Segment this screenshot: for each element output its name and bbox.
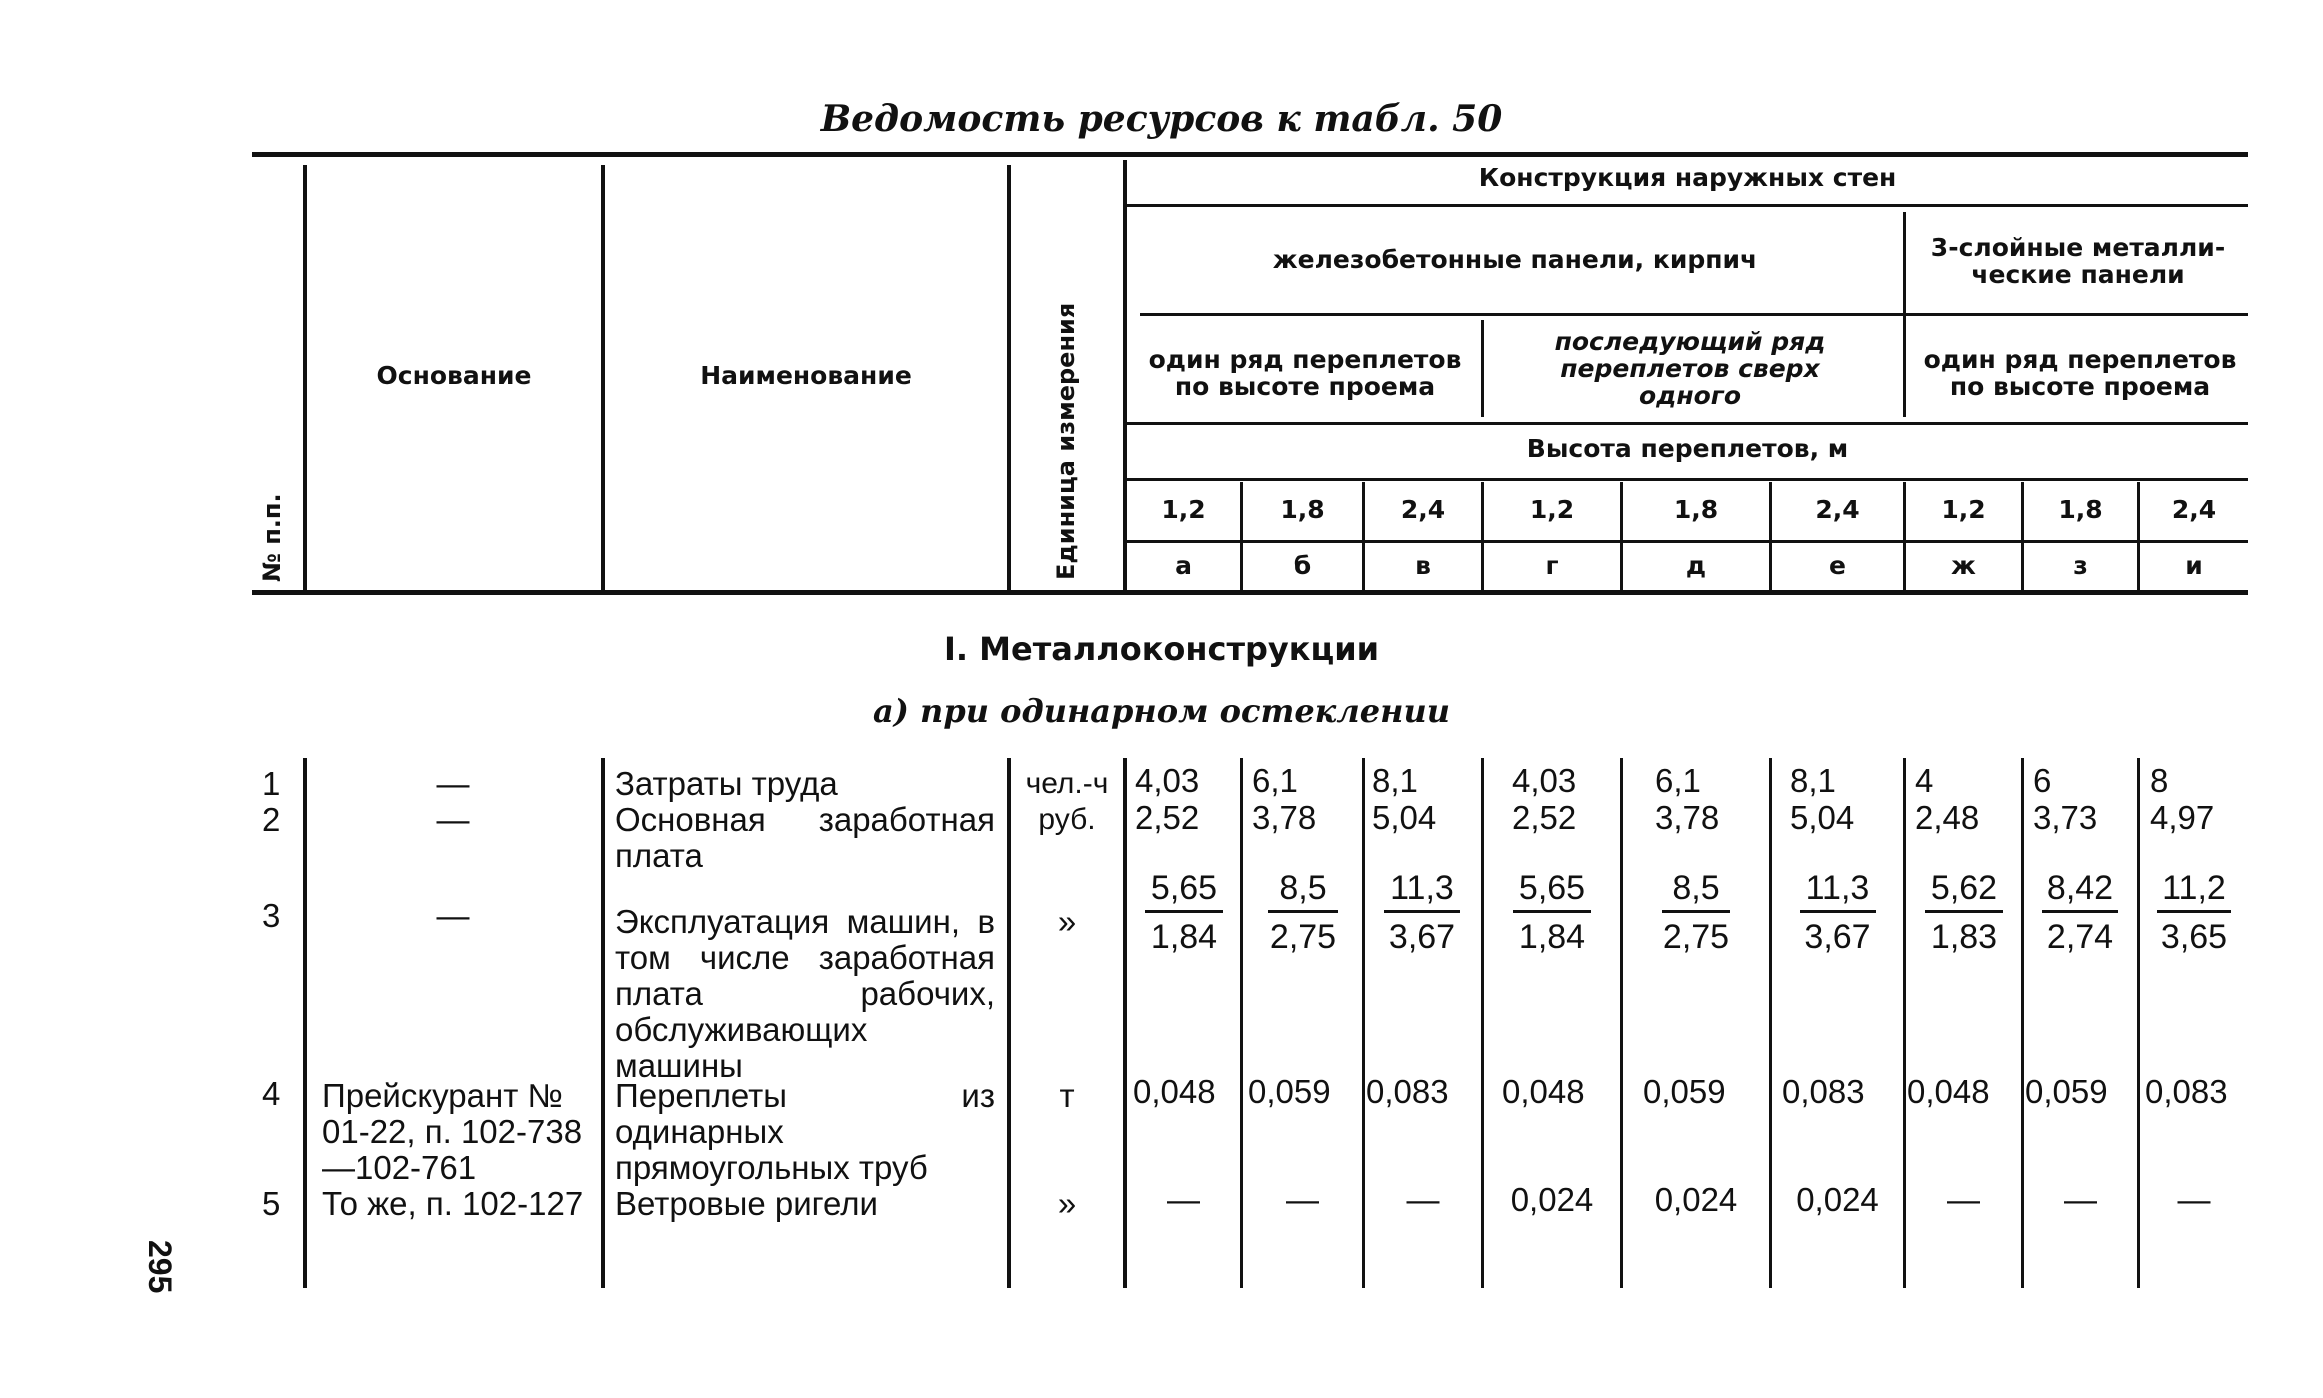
row-number: 3: [262, 897, 281, 934]
header-divider: [1481, 320, 1484, 417]
height-label: Высота переплетов, м: [1526, 434, 1849, 463]
row-value: 0,048: [1502, 1073, 1585, 1110]
header-divider: [1903, 212, 1906, 417]
row-value: 6,1: [1655, 762, 1701, 799]
column-letter: е: [1829, 551, 1846, 580]
column-letter: д: [1685, 551, 1707, 580]
page-number: 295: [142, 1240, 178, 1294]
fraction-bar: [1800, 910, 1876, 913]
row-value: 2,48: [1915, 799, 1980, 836]
row-value: —: [1406, 1181, 1440, 1218]
row-value: 6: [2033, 762, 2052, 799]
height-value: 2,4: [2171, 495, 2217, 524]
row-unit: »: [1057, 1185, 1077, 1222]
row-value: 4,03: [1135, 762, 1200, 799]
height-value: 1,8: [2058, 495, 2103, 524]
row-value: 0,083: [1366, 1073, 1449, 1110]
column-letter: г: [1545, 551, 1559, 580]
row-value: 5,04: [1790, 799, 1855, 836]
fraction-cell: [1487, 868, 1617, 957]
row-name: Эксплуатация машин, в том числе заработная плата рабочих, обслуживающих машины: [615, 903, 995, 1084]
sub-next-row-header: последующий ряд переплетов сверх одного: [1554, 327, 1826, 410]
sub-one-row-header: один ряд переплетов по высоте проема: [1148, 345, 1462, 401]
col-basis-header: Основание: [376, 361, 532, 390]
column-letter: и: [2185, 551, 2203, 580]
row-value: 2,52: [1512, 799, 1577, 836]
row-value: 3,78: [1655, 799, 1720, 836]
row-value: 0,059: [1643, 1073, 1726, 1110]
row-name: Переплеты из одинарных прямоугольных труб: [615, 1077, 995, 1186]
fraction-top: 8,5: [1279, 869, 1327, 907]
fraction-bottom: 1,84: [1150, 918, 1218, 956]
fraction-cell: [1246, 868, 1360, 957]
fraction-bottom: 2,75: [1269, 918, 1337, 956]
fraction-top: 5,65: [1150, 869, 1218, 907]
row-value: 0,024: [1796, 1181, 1879, 1218]
row-basis: —: [436, 897, 470, 934]
fraction-top: 5,65: [1518, 869, 1586, 907]
fraction-top: 11,2: [2162, 869, 2226, 907]
header-rule: [1127, 478, 2248, 481]
group-main-header: Конструкция наружных стен: [1478, 163, 1897, 192]
fraction-bottom: 2,75: [1662, 918, 1730, 956]
header-divider: [1007, 165, 1011, 590]
row-unit: руб.: [1038, 803, 1096, 836]
row-value: 8,1: [1372, 762, 1418, 799]
header-bottom-rule: [252, 590, 2248, 595]
fraction-bottom: 2,74: [2046, 918, 2114, 956]
fraction-bar: [2157, 910, 2231, 913]
fraction-cell: [2026, 868, 2134, 957]
col-num-header: № п.п.: [258, 493, 286, 582]
row-value: 4,03: [1512, 762, 1577, 799]
row-value: 6,1: [1252, 762, 1298, 799]
fraction-bar: [1384, 910, 1460, 913]
fraction-top: 11,3: [1390, 869, 1454, 907]
fraction-cell: [1366, 868, 1478, 957]
header-rule: [1127, 422, 2248, 425]
row-number: 2: [262, 801, 281, 838]
fraction-bottom: 3,65: [2160, 918, 2228, 956]
row-value: —: [1286, 1181, 1319, 1218]
height-value: 1,2: [1941, 495, 1986, 524]
fraction-bar: [1925, 910, 2003, 913]
fraction-bottom: 3,67: [1388, 918, 1456, 956]
row-value: 3,78: [1252, 799, 1317, 836]
row-number: 4: [262, 1075, 281, 1112]
row-value: 0,048: [1907, 1073, 1990, 1110]
fraction-bottom: 3,67: [1804, 918, 1871, 956]
col-unit-header: Единица измерения: [1052, 302, 1080, 580]
height-value: 1,8: [1280, 495, 1325, 524]
row-value: 2,52: [1135, 799, 1200, 836]
row-value: 0,083: [1782, 1073, 1865, 1110]
header-rule: [1140, 313, 2248, 316]
row-value: 0,083: [2145, 1073, 2228, 1110]
row-basis: —: [436, 765, 470, 802]
fraction-cell: [1626, 868, 1766, 957]
fraction-cell: [2142, 868, 2246, 957]
row-value: 0,024: [1654, 1181, 1738, 1218]
fraction-bar: [1662, 910, 1730, 913]
fraction-bottom: 1,83: [1930, 918, 1998, 956]
row-value: 0,059: [1248, 1073, 1331, 1110]
row-value: 0,048: [1133, 1073, 1216, 1110]
fraction-bar: [1145, 910, 1223, 913]
row-basis: То же, п. 102-127: [322, 1185, 584, 1222]
row-value: —: [1167, 1181, 1200, 1218]
fraction-cell: [1130, 868, 1238, 957]
subsection-title: а) при одинарном остеклении: [873, 692, 1450, 730]
fraction-top: 11,3: [1805, 869, 1870, 907]
row-value: 4,97: [2150, 799, 2215, 836]
header-rule: [1127, 204, 2248, 207]
section-title: I. Металлоконструкции: [943, 630, 1380, 668]
row-value: 8,1: [1790, 762, 1836, 799]
col-name-header: Наименование: [700, 361, 912, 390]
row-number: 1: [262, 765, 281, 802]
height-value: 2,4: [1400, 495, 1446, 524]
row-unit: т: [1059, 1077, 1075, 1114]
row-unit: »: [1057, 903, 1077, 940]
row-value: 4: [1915, 762, 1934, 799]
fraction-top: 5,62: [1930, 869, 1998, 907]
row-name: Ветровые ригели: [615, 1185, 878, 1222]
fraction-top: 8,42: [2046, 869, 2114, 907]
body-divider: [601, 758, 605, 1288]
row-value: 5,04: [1372, 799, 1437, 836]
row-value: —: [1947, 1181, 1980, 1218]
row-name: Основная заработная плата: [615, 801, 995, 874]
table-title: Ведомость ресурсов к табл. 50: [820, 98, 1503, 140]
column-letter: ж: [1951, 551, 1976, 580]
height-value: 1,2: [1529, 495, 1575, 524]
fraction-top: 8,5: [1672, 869, 1720, 907]
row-value: 8: [2150, 762, 2169, 799]
height-value: 1,8: [1673, 495, 1719, 524]
sub-metal-one-row-header: один ряд переплетов по высоте проема: [1923, 345, 2237, 401]
fraction-bar: [1268, 910, 1338, 913]
row-unit: чел.-ч: [1025, 767, 1109, 800]
group-rc-header: железобетонные панели, кирпич: [1272, 245, 1758, 274]
height-value: 2,4: [1815, 495, 1860, 524]
column-letter: б: [1293, 551, 1312, 580]
column-letter: з: [2073, 551, 2088, 580]
row-value: 3,73: [2033, 799, 2098, 836]
row-value: —: [2177, 1181, 2211, 1218]
header-rule: [1127, 540, 2248, 543]
group-metal-header: 3-слойные металли-ческие панели: [1930, 233, 2226, 289]
row-basis: —: [436, 801, 470, 838]
row-value: 0,059: [2025, 1073, 2108, 1110]
row-basis: Прейскурант № 01-22, п. 102-738—102-761: [322, 1077, 583, 1186]
row-name: Затраты труда: [615, 765, 838, 802]
column-letter: а: [1175, 551, 1192, 580]
row-value: 0,024: [1510, 1181, 1594, 1218]
row-number: 5: [262, 1185, 281, 1222]
fraction-bottom: 1,84: [1518, 918, 1586, 956]
height-value: 1,2: [1161, 495, 1206, 524]
fraction-bar: [2042, 910, 2118, 913]
header-divider: [1123, 160, 1127, 590]
fraction-cell: [1909, 868, 2019, 957]
fraction-bar: [1513, 910, 1591, 913]
column-letter: в: [1415, 551, 1431, 580]
header-top-rule: [252, 152, 2248, 157]
fraction-cell: [1775, 868, 1900, 957]
row-value: —: [2064, 1181, 2097, 1218]
